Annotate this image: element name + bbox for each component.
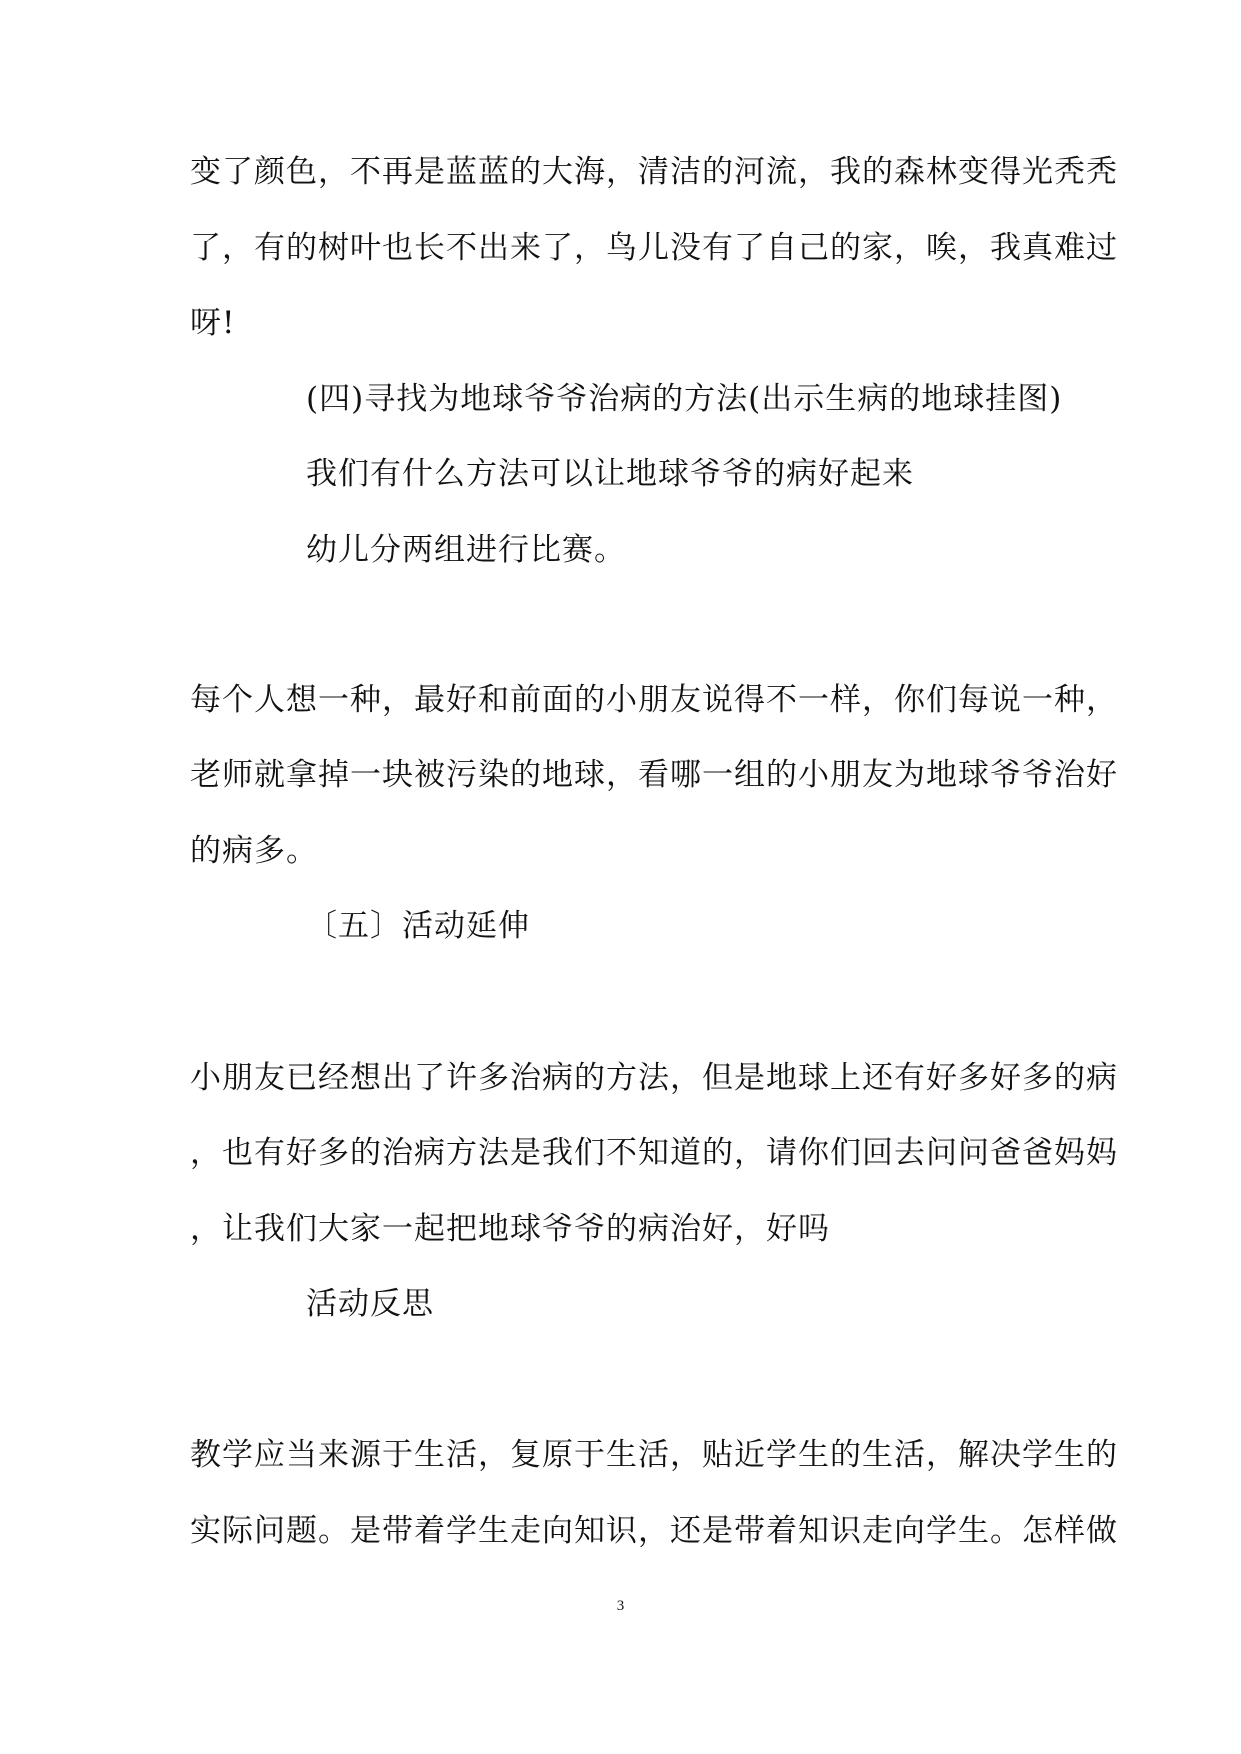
paragraph-4-line-2: 实际问题。是带着学生走向知识，还是带着知识走向学生。怎样做	[190, 1513, 1118, 1549]
section-4-heading: (四)寻找为地球爷爷治病的方法(出示生病的地球挂图)	[306, 381, 1063, 417]
paragraph-4-line-1: 教学应当来源于生活，复原于生活，贴近学生的生活，解决学生的	[190, 1437, 1118, 1473]
paragraph-2-line-2: 老师就拿掉一块被污染的地球，看哪一组的小朋友为地球爷爷治好	[190, 757, 1118, 793]
paragraph-1-line-2: 了，有的树叶也长不出来了，鸟儿没有了自己的家，唉，我真难过	[190, 230, 1118, 266]
paragraph-1-line-3: 呀!	[190, 305, 236, 341]
paragraph-3-line-3: ，让我们大家一起把地球爷爷的病治好，好吗	[190, 1211, 830, 1247]
reflection-heading: 活动反思	[306, 1286, 434, 1322]
section-4-question: 我们有什么方法可以让地球爷爷的病好起来	[306, 456, 914, 492]
paragraph-3-line-1: 小朋友已经想出了许多治病的方法，但是地球上还有好多好多的病	[190, 1060, 1118, 1096]
section-5-heading: 〔五〕活动延伸	[306, 908, 530, 944]
paragraph-3-line-2: ，也有好多的治病方法是我们不知道的，请你们回去问问爸爸妈妈	[190, 1135, 1118, 1171]
paragraph-2-line-3: 的病多。	[190, 833, 318, 869]
paragraph-1-line-1: 变了颜色，不再是蓝蓝的大海，清洁的河流，我的森林变得光秃秃	[190, 154, 1118, 190]
paragraph-2-line-1: 每个人想一种，最好和前面的小朋友说得不一样，你们每说一种，	[190, 682, 1118, 718]
page-number: 3	[616, 1598, 625, 1614]
section-4-activity: 幼儿分两组进行比赛。	[306, 532, 626, 568]
